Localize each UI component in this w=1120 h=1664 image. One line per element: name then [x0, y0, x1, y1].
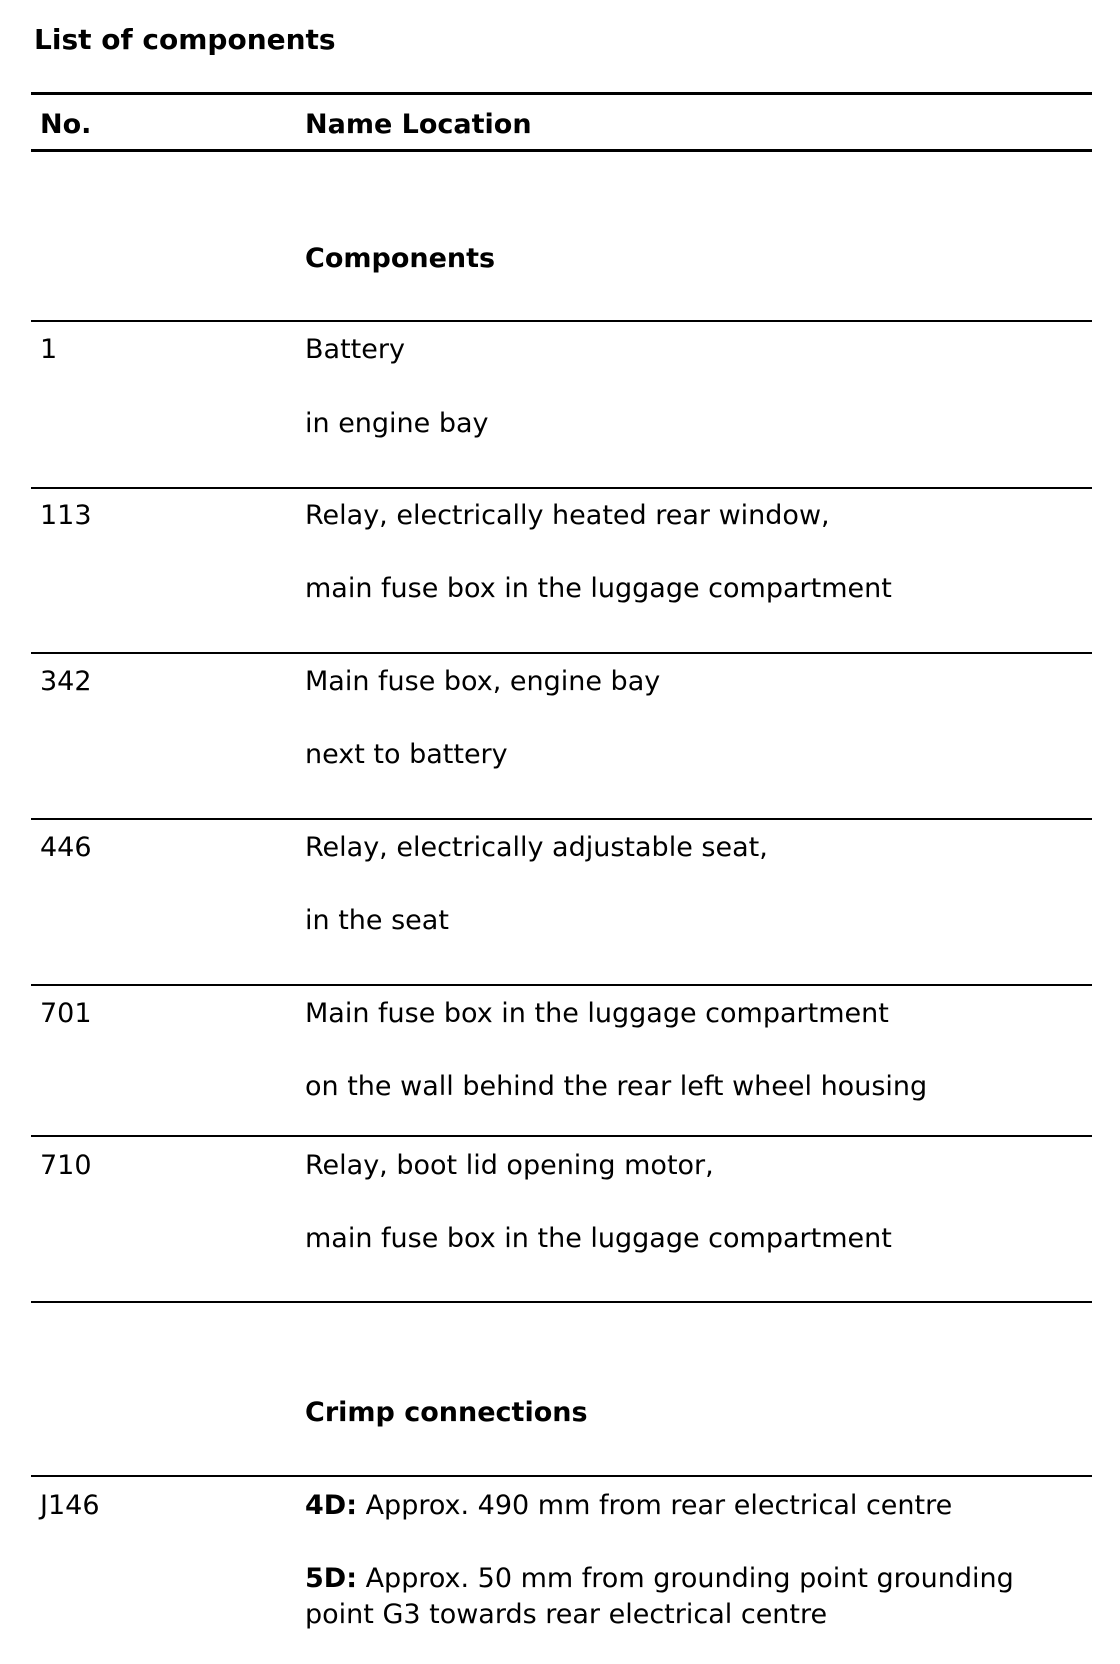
row-location: main fuse box in the luggage compartment [305, 573, 892, 604]
crimp-entry-text: Approx. 50 mm from grounding point grounding point G3 towards rear electrical centre [305, 1563, 1014, 1630]
row-divider [31, 818, 1092, 820]
header-bottom-rule [31, 149, 1092, 152]
row-number: 701 [40, 998, 92, 1029]
crimp-entry [305, 1488, 952, 1524]
row-name: Battery [305, 334, 405, 365]
section-rule [31, 1475, 1092, 1477]
section-rule [31, 320, 1092, 322]
row-name: Relay, boot lid opening motor, [305, 1150, 714, 1181]
row-number: 446 [40, 832, 92, 863]
row-location: main fuse box in the luggage compartment [305, 1223, 892, 1254]
section-end-rule [31, 1301, 1092, 1303]
column-header-name-location: Name Location [305, 109, 532, 140]
row-divider [31, 984, 1092, 986]
row-name: Main fuse box in the luggage compartment [305, 998, 889, 1029]
row-location: next to battery [305, 739, 508, 770]
crimp-entry-label: 4D: [305, 1490, 357, 1521]
row-number: 1 [40, 334, 58, 365]
row-name: Relay, electrically adjustable seat, [305, 832, 768, 863]
row-divider [31, 1135, 1092, 1137]
row-number: 710 [40, 1150, 92, 1181]
crimp-entry-label: 5D: [305, 1563, 357, 1594]
row-location: in engine bay [305, 408, 489, 439]
column-header-no: No. [40, 109, 92, 140]
row-name: Main fuse box, engine bay [305, 666, 661, 697]
row-location: in the seat [305, 905, 449, 936]
row-number: J146 [40, 1490, 100, 1521]
crimp-entry [305, 1561, 1085, 1633]
row-number: 113 [40, 500, 92, 531]
section-title-components: Components [305, 243, 496, 274]
row-number: 342 [40, 666, 92, 697]
section-title-crimp-connections: Crimp connections [305, 1397, 588, 1428]
row-divider [31, 487, 1092, 489]
header-top-rule [31, 92, 1092, 95]
page-title: List of components [34, 23, 336, 56]
row-name: Relay, electrically heated rear window, [305, 500, 830, 531]
row-divider [31, 652, 1092, 654]
crimp-entry-text: Approx. 490 mm from rear electrical centre [357, 1490, 953, 1521]
row-location: on the wall behind the rear left wheel housing [305, 1071, 928, 1102]
